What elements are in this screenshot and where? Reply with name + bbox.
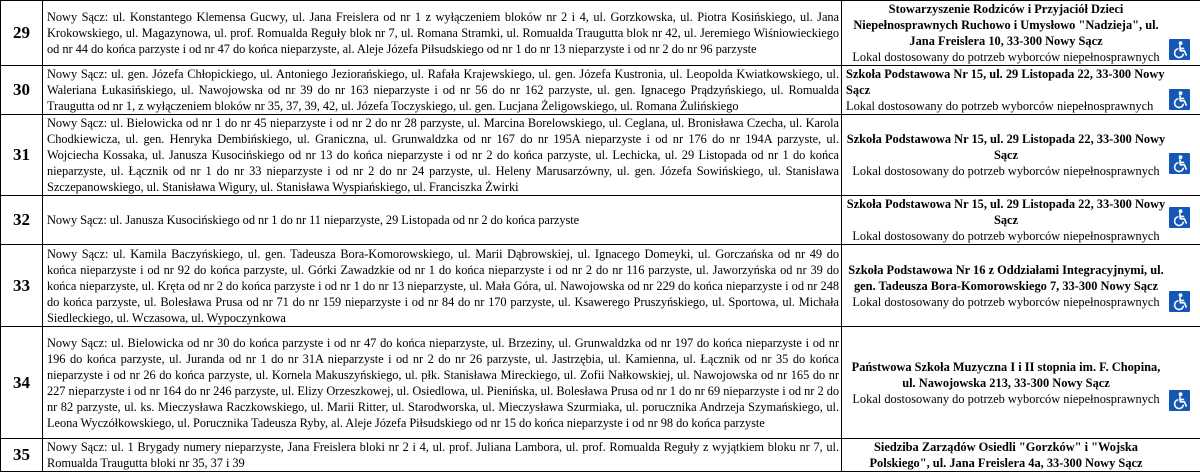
- district-number: 34: [1, 327, 43, 439]
- polling-place-name: Stowarzyszenie Rodziców i Przyjaciół Dzieci Niepełnosprawnych Ruchowo i Umysłowo "Nadzieja", ul. Jana Freislera 10, 33-300 Nowy Sącz: [846, 1, 1166, 49]
- polling-place: [842, 245, 1200, 327]
- table-row: [1, 327, 1200, 439]
- table-row: [1, 439, 1200, 472]
- district-number: 30: [1, 66, 43, 115]
- table-row: [1, 245, 1200, 327]
- district-streets: Nowy Sącz: ul. Konstantego Klemensa Gucwy, ul. Jana Freislera od nr 1 z wyłączeniem bloków nr 2 i 4, ul. Gorzkowska, ul. Piotra Kosińskiego, ul. Jana Krokowskiego, ul. Magazynowa, ul. prof. Romualda Reguły blok nr 7, ul. Romana Stramki, ul. Romualda Traugutta blok nr 42, ul. Jeremiego Wiśniowieckiego od nr 44 do końca parzyste i od nr 47 do końca nieparzyste, al. Aleje Józefa Piłsudskiego od nr 1 do nr 13 nieparzyste i od nr 2 do nr 96 parzyste: [43, 1, 842, 66]
- district-streets: Nowy Sącz: ul. Bielowicka od nr 1 do nr 45 nieparzyste i od nr 2 do nr 28 parzyste, ul. Marcina Borelowskiego, ul. Ceglana, ul. Bronisława Czecha, ul. Karola Chodkiewicza, ul. gen. Henryka Dembińskiego, ul. Graniczna, ul. Grunwaldzka od nr 167 do nr 195A nieparzyste i od nr 176 do nr 194A parzyste, ul. Wojciecha Kossaka, ul. Janusza Kusocińskiego od nr 13 do końca nieparzyste i od nr 2 do końca parzyste, ul. Lechicka, ul. 29 Listopada od nr 1 do końca nieparzyste, ul. Łącznik od nr 1 do nr 33 nieparzyste i od nr 2 do nr 24 parzyste, ul. Heleny Marusarzówny, ul. gen. Józefa Sowińskiego, ul. Stanisława Szczepanowskiego, ul. Stanisława Wigury, ul. Stanisława Wyspiańskiego, ul. Franciszka Żwirki: [43, 115, 842, 196]
- accessibility-note: Lokal dostosowany do potrzeb wyborców niepełnosprawnych: [846, 228, 1166, 244]
- district-number: 35: [1, 439, 43, 472]
- polling-place: [842, 66, 1200, 115]
- polling-place: [842, 115, 1200, 196]
- polling-place-name: Siedziba Zarządów Osiedli "Gorzków" i "Wojska Polskiego", ul. Jana Freislera 4a, 33-300 Nowy Sącz: [846, 439, 1166, 471]
- accessibility-note: Lokal dostosowany do potrzeb wyborców niepełnosprawnych: [846, 294, 1166, 310]
- polling-place-name: Państwowa Szkoła Muzyczna I i II stopnia im. F. Chopina, ul. Nawojowska 213, 33-300 Nowy Sącz: [846, 359, 1166, 391]
- table-row: [1, 115, 1200, 196]
- polling-place-name: Szkoła Podstawowa Nr 15, ul. 29 Listopada 22, 33-300 Nowy Sącz: [846, 196, 1166, 228]
- district-streets: Nowy Sącz: ul. Kamila Baczyńskiego, ul. gen. Tadeusza Bora-Komorowskiego, ul. Marii Dąbrowskiej, ul. Ignacego Domeyki, ul. Gorczańska od nr 49 do końca nieparzyste i od nr 92 do końca parzyste, ul. Górki Zawadzkie od nr 1 do końca nieparzyste i od nr 2 do nr 116 parzyste, ul. Jaworzyńska od nr 39 do końca nieparzyste, ul. Kręta od nr 2 do końca parzyste i od nr 1 do nr 13 nieparzyste, ul. Mała Góra, ul. Nawojowska od nr 229 do końca nieparzyste i od nr 248 do końca parzyste, ul. Bolesława Prusa od nr 71 do nr 159 nieparzyste i od nr 84 do nr 170 parzyste, ul. Ksawerego Pruszyńskiego, ul. Sportowa, ul. Michała Siedleckiego, ul. Wczasowa, ul. Wypoczynkowa: [43, 245, 842, 327]
- district-number: 33: [1, 245, 43, 327]
- wheelchair-icon: [1169, 291, 1190, 312]
- wheelchair-icon: [1169, 207, 1190, 228]
- district-streets: Nowy Sącz: ul. Janusza Kusocińskiego od nr 1 do nr 11 nieparzyste, 29 Listopada od nr 2 do końca parzyste: [43, 196, 842, 245]
- table-row: [1, 196, 1200, 245]
- accessibility-note: Lokal dostosowany do potrzeb wyborców niepełnosprawnych: [846, 391, 1166, 407]
- polling-place: [842, 1, 1200, 66]
- district-streets: Nowy Sącz: ul. Bielowicka od nr 30 do końca parzyste i od nr 47 do końca nieparzyste, ul. Brzeziny, ul. Grunwaldzka od nr 197 do końca nieparzyste i od nr 196 do końca parzyste, ul. Juranda od nr 1 do nr 31A nieparzyste i od nr 2 do nr 26 parzyste, ul. Jastrzębia, ul. Kamienna, ul. Łącznik od nr 35 do końca nieparzyste i od nr 26 do końca parzyste, ul. Kornela Makuszyńskiego, ul. płk. Stanisława Mireckiego, ul. Zofii Nałkowskiej, ul. Nawojowska od nr 165 do nr 227 nieparzyste i od nr 164 do nr 246 parzyste, ul. Elizy Orzeszkowej, ul. Osiedlowa, ul. Pienińska, ul. Bolesława Prusa od nr 1 do nr 69 nieparzyste i od nr 2 do nr 82 parzyste, ul. ks. Mieczysława Raczkowskiego, ul. Marii Ritter, ul. Starodworska, ul. Mieczysława Szurmiaka, ul. porucznika Andrzeja Szymańskiego, ul. Leona Wyczółkowskiego, ul. Porucznika Tadeusza Ryby, al. Aleje Józefa Piłsudskiego od nr 15 do końca nieparzyste i od nr 98 do końca parzyste: [43, 327, 842, 439]
- accessibility-note: Lokal dostosowany do potrzeb wyborców niepełnosprawnych: [846, 49, 1166, 65]
- district-streets: Nowy Sącz: ul. 1 Brygady numery nieparzyste, Jana Freislera bloki nr 2 i 4, ul. prof. Juliana Lambora, ul. prof. Romualda Reguły z wyjątkiem bloku nr 7, ul. Romualda Traugutta bloki nr 35, 37 i 39: [43, 439, 842, 472]
- district-streets: Nowy Sącz: ul. gen. Józefa Chłopickiego, ul. Antoniego Jeziorańskiego, ul. Rafała Krajewskiego, ul. gen. Józefa Kustronia, ul. Leopolda Kwiatkowskiego, ul. Waleriana Łukasińskiego, ul. Nawojowska od nr 39 do nr 163 nieparzyste i od nr 56 do nr 162 parzyste, ul. gen. Ignacego Prądzyńskiego, ul. Romualda Traugutta od nr 1, z wyłączeniem bloków nr 35, 37, 39, 42, ul. Józefa Toczyskiego, ul. gen. Lucjana Żeligowskiego, ul. Romana Żulińskiego: [43, 66, 842, 115]
- wheelchair-icon: [1169, 39, 1190, 60]
- accessibility-note: Lokal dostosowany do potrzeb wyborców niepełnosprawnych: [846, 163, 1166, 179]
- district-number: 31: [1, 115, 43, 196]
- table-row: [1, 1, 1200, 66]
- district-number: 32: [1, 196, 43, 245]
- polling-place-name: Szkoła Podstawowa Nr 15, ul. 29 Listopada 22, 33-300 Nowy Sącz: [846, 131, 1166, 163]
- polling-place: [842, 327, 1200, 439]
- district-number: 29: [1, 1, 43, 66]
- polling-place-name: Szkoła Podstawowa Nr 15, ul. 29 Listopada 22, 33-300 Nowy Sącz: [846, 66, 1166, 98]
- polling-place: [842, 196, 1200, 245]
- wheelchair-icon: [1169, 153, 1190, 174]
- polling-place-name: Szkoła Podstawowa Nr 16 z Oddziałami Integracyjnymi, ul. gen. Tadeusza Bora-Komorowskiego 7, 33-300 Nowy Sącz: [846, 262, 1166, 294]
- wheelchair-icon: [1169, 89, 1190, 110]
- wheelchair-icon: [1169, 390, 1190, 411]
- polling-place: [842, 439, 1200, 472]
- accessibility-note: Lokal dostosowany do potrzeb wyborców niepełnosprawnych: [846, 98, 1166, 114]
- table-row: [1, 66, 1200, 115]
